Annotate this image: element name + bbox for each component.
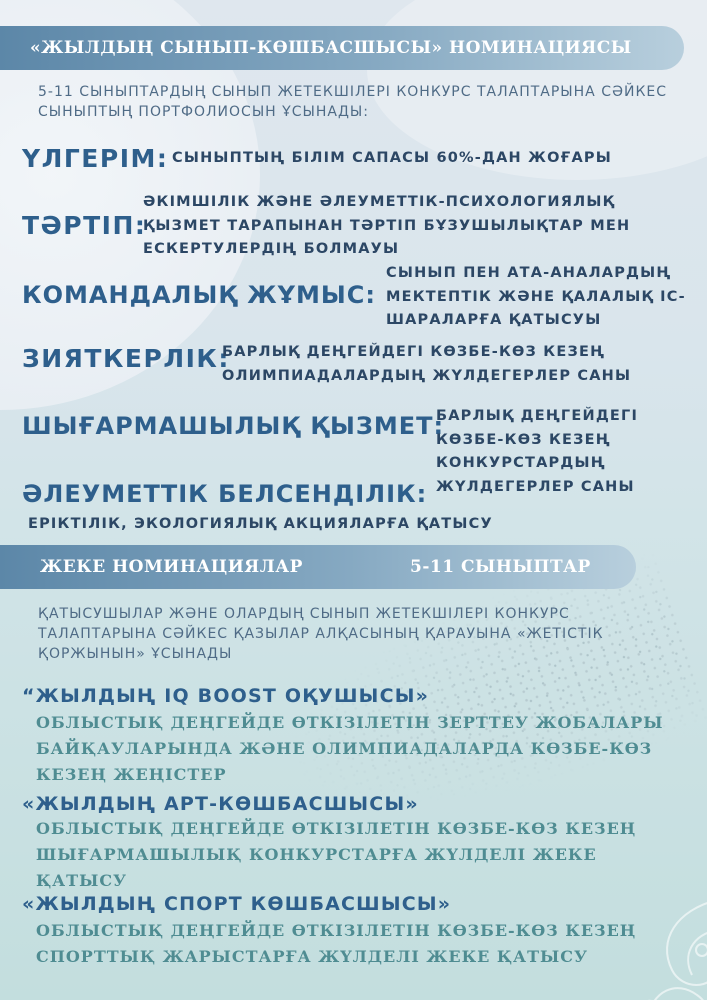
banner-title: «ЖЫЛДЫҢ СЫНЫП-КӨШБАСШЫСЫ» НОМИНАЦИЯСЫ bbox=[30, 38, 632, 58]
criterion-title-teamwork: КОМАНДАЛЫҚ ЖҰМЫС: bbox=[22, 281, 376, 309]
banner-left-title: ЖЕКЕ НОМИНАЦИЯЛАР bbox=[40, 557, 303, 577]
criterion-title-performance: ҮЛГЕРІМ: bbox=[22, 144, 169, 173]
nomination-title-sport: «ЖЫЛДЫҢ СПОРТ КӨШБАСШЫСЫ» bbox=[22, 893, 452, 915]
criterion-title-social: ӘЛЕУМЕТТІК БЕЛСЕНДІЛІК: bbox=[22, 480, 428, 508]
nomination-title-art: «ЖЫЛДЫҢ АРТ-КӨШБАСШЫСЫ» bbox=[22, 793, 419, 815]
nomination-text-art: ОБЛЫСТЫҚ ДЕҢГЕЙДЕ ӨТКІЗІЛЕТІН КӨЗБЕ-КӨЗ КЕЗЕҢ ШЫҒАРМАШЫЛЫҚ КОНКУРСТАРҒА ЖҮЛДЕЛІ ЖЕКЕ ҚАТЫСУ bbox=[36, 819, 637, 890]
participants-intro: ҚАТЫСУШЫЛАР ЖӘНЕ ОЛАРДЫҢ СЫНЫП ЖЕТЕКШІЛЕРІ КОНКУРС ТАЛАПТАРЫНА СӘЙКЕС ҚАЗЫЛАР АЛҚАСЫНЫҢ ҚАРАУЫНА «ЖЕТІСТІК ҚОРЖЫНЫН» ҰСЫНАДЫ bbox=[38, 606, 604, 662]
nomination-text-iq: ОБЛЫСТЫҚ ДЕҢГЕЙДЕ ӨТКІЗІЛЕТІН ЗЕРТТЕУ ЖОБАЛАРЫ БАЙҚАУЛАРЫНДА ЖӘНЕ ОЛИМПИАДАЛАРДА КӨЗБЕ-КӨЗ КЕЗЕҢ ЖЕҢІСТЕР bbox=[36, 713, 664, 784]
nomination-banner bbox=[0, 26, 684, 70]
banner-right-grades: 5-11 СЫНЫПТАР bbox=[410, 557, 591, 577]
criterion-text-creative: БАРЛЫҚ ДЕҢГЕЙДЕГІ КӨЗБЕ-КӨЗ КЕЗЕҢ КОНКУРСТАРДЫҢ ЖҮЛДЕГЕРЛЕР САНЫ bbox=[436, 408, 639, 495]
individual-nominations-banner bbox=[0, 545, 636, 589]
criterion-title-creative: ШЫҒАРМАШЫЛЫҚ ҚЫЗМЕТ: bbox=[22, 412, 445, 440]
criterion-text-intellectual: БАРЛЫҚ ДЕҢГЕЙДЕГІ КӨЗБЕ-КӨЗ КЕЗЕҢ ОЛИМПИАДАЛАРДЫҢ ЖҮЛДЕГЕРЛЕР САНЫ bbox=[222, 344, 632, 384]
criterion-text-discipline: ӘКІМШІЛІК ЖӘНЕ ӘЛЕУМЕТТІК-ПСИХОЛОГИЯЛЫҚ ҚЫЗМЕТ ТАРАПЫНАН ТӘРТІП БҰЗУШЫЛЫҚТАР МЕН ЕСКЕРТУЛЕРДІҢ БОЛМАУЫ bbox=[143, 194, 631, 257]
criterion-text-teamwork: СЫНЫП ПЕН АТА-АНАЛАРДЫҢ МЕКТЕПТІК ЖӘНЕ ҚАЛАЛЫҚ ІС-ШАРАЛАРҒА ҚАТЫСУЫ bbox=[386, 265, 686, 328]
nomination-title-iq: “ЖЫЛДЫҢ IQ BOOST ОҚУШЫСЫ» bbox=[22, 685, 430, 707]
nomination-text-sport: ОБЛЫСТЫҚ ДЕҢГЕЙДЕ ӨТКІЗІЛЕТІН КӨЗБЕ-КӨЗ КЕЗЕҢ СПОРТТЫҚ ЖАРЫСТАРҒА ЖҮЛДЕЛІ ЖЕКЕ ҚАТЫСУ bbox=[36, 921, 637, 966]
criterion-text-performance: СЫНЫПТЫҢ БІЛІМ САПАСЫ 60%-ДАН ЖОҒАРЫ bbox=[172, 150, 612, 166]
portfolio-intro: 5-11 СЫНЫПТАРДЫҢ СЫНЫП ЖЕТЕКШІЛЕРІ КОНКУРС ТАЛАПТАРЫНА СӘЙКЕС СЫНЫПТЫҢ ПОРТФОЛИОСЫН ҰСЫНАДЫ: bbox=[38, 84, 668, 120]
criterion-title-intellectual: ЗИЯТКЕРЛІК: bbox=[22, 344, 230, 373]
criterion-text-social: ЕРІКТІЛІК, ЭКОЛОГИЯЛЫҚ АКЦИЯЛАРҒА ҚАТЫСУ bbox=[28, 516, 493, 532]
criterion-title-discipline: ТӘРТІП: bbox=[22, 211, 147, 240]
